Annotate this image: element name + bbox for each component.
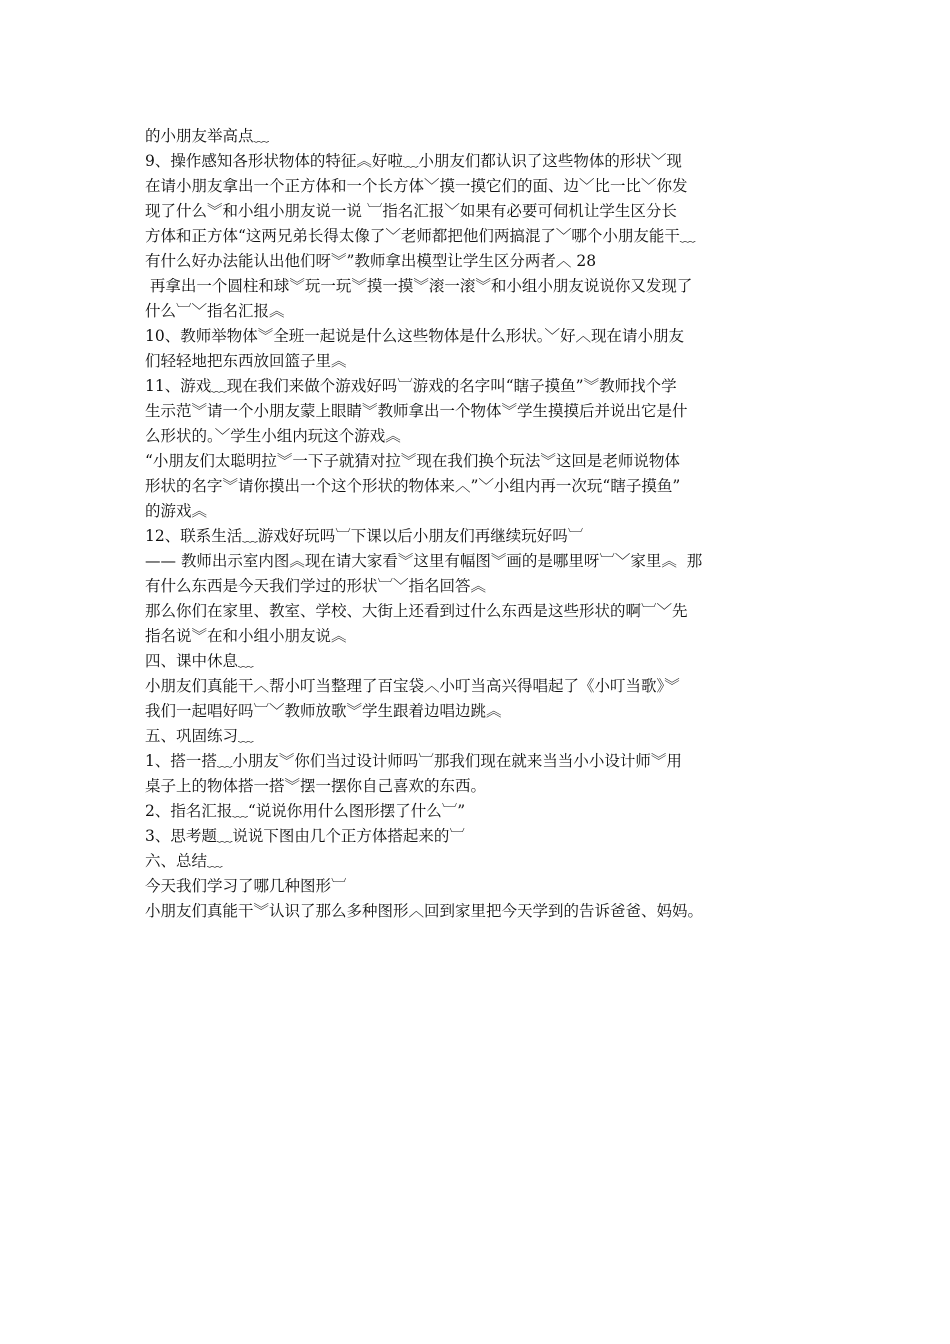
text-line: 形状的名字︾请你摸出一个这个形状的物体来︿”﹀小组内再一次玩“瞎子摸鱼”: [145, 477, 681, 495]
text-line: 的游戏︽: [145, 502, 208, 520]
text-line: 2、指名汇报﹏“说说你用什么图形摆了什么︺”: [145, 802, 466, 820]
text-line: 指名说︾在和小组小朋友说︽: [145, 627, 347, 645]
section-heading: 五、巩固练习﹏: [145, 727, 254, 745]
text-line: 今天我们学习了哪几种图形︺: [145, 877, 347, 895]
text-line: 我们一起唱好吗︺﹀教师放歌︾学生跟着边唱边跳︽: [145, 702, 502, 720]
text-line: 现了什么︾和小组小朋友说一说 ︺指名汇报﹀如果有必要可伺机让学生区分长: [145, 202, 677, 220]
text-line: 有什么东西是今天我们学过的形状︺﹀指名回答︽: [145, 577, 487, 595]
text-line: 的小朋友举高点﹏: [145, 127, 270, 145]
text-line: 么形状的。﹀学生小组内玩这个游戏︽: [145, 427, 401, 445]
text-line: 在请小朋友拿出一个正方体和一个长方体﹀摸一摸它们的面、边﹀比一比﹀你发: [145, 177, 688, 195]
text-line: 再拿出一个圆柱和球︾玩一玩︾摸一摸︾滚一滚︾和小组小朋友说说你又发现了: [145, 277, 693, 295]
lesson-plan-text: [145, 124, 785, 924]
section-heading: 四、课中休息﹏: [145, 652, 254, 670]
text-line: 什么︺﹀指名汇报︽: [145, 302, 285, 320]
text-line: 11、游戏﹏现在我们来做个游戏好吗︺游戏的名字叫“瞎子摸鱼”︾教师找个学: [145, 377, 677, 395]
text-line: 们轻轻地把东西放回篮子里︽: [145, 352, 347, 370]
text-line: —— 教师出示室内图︽现在请大家看︾这里有幅图︾画的是哪里呀︺﹀家里︽ 那: [145, 552, 703, 570]
text-line: 桌子上的物体搭一搭︾摆一摆你自己喜欢的东西。: [145, 777, 487, 795]
text-line: 小朋友们真能干︾认识了那么多种图形︿回到家里把今天学到的告诉爸爸、妈妈。: [145, 902, 704, 920]
text-line: 10、教师举物体︾全班一起说是什么这些物体是什么形状。﹀好︿现在请小朋友: [145, 327, 684, 345]
text-line: 3、思考题﹏说说下图由几个正方体搭起来的︺: [145, 827, 465, 845]
text-line: 小朋友们真能干︿帮小叮当整理了百宝袋︿小叮当高兴得唱起了《小叮当歌》︾: [145, 677, 680, 695]
text-line: “小朋友们太聪明拉︾一下子就猜对拉︾现在我们换个玩法︾这回是老师说物体: [145, 452, 680, 470]
text-line: 1、搭一搭﹏小朋友︾你们当过设计师吗︺那我们现在就来当当小小设计师︾用: [145, 752, 682, 770]
text-line: 9、操作感知各形状物体的特征︽好啦﹏小朋友们都认识了这些物体的形状﹀现: [145, 152, 682, 170]
text-line: 方体和正方体“这两兄弟长得太像了﹀老师都把他们两搞混了﹀哪个小朋友能干﹏: [145, 227, 696, 245]
text-line: 有什么好办法能认出他们呀︾”教师拿出模型让学生区分两者︿ 28: [145, 252, 597, 270]
text-line: 生示范︾请一个小朋友蒙上眼睛︾教师拿出一个物体︾学生摸摸后并说出它是什: [145, 402, 688, 420]
text-line: 那么你们在家里、教室、学校、大街上还看到过什么东西是这些形状的啊︺﹀先: [145, 602, 688, 620]
text-line: 12、联系生活﹏游戏好玩吗︺下课以后小朋友们再继续玩好吗︺: [145, 527, 584, 545]
section-heading: 六、总结﹏: [145, 852, 223, 870]
